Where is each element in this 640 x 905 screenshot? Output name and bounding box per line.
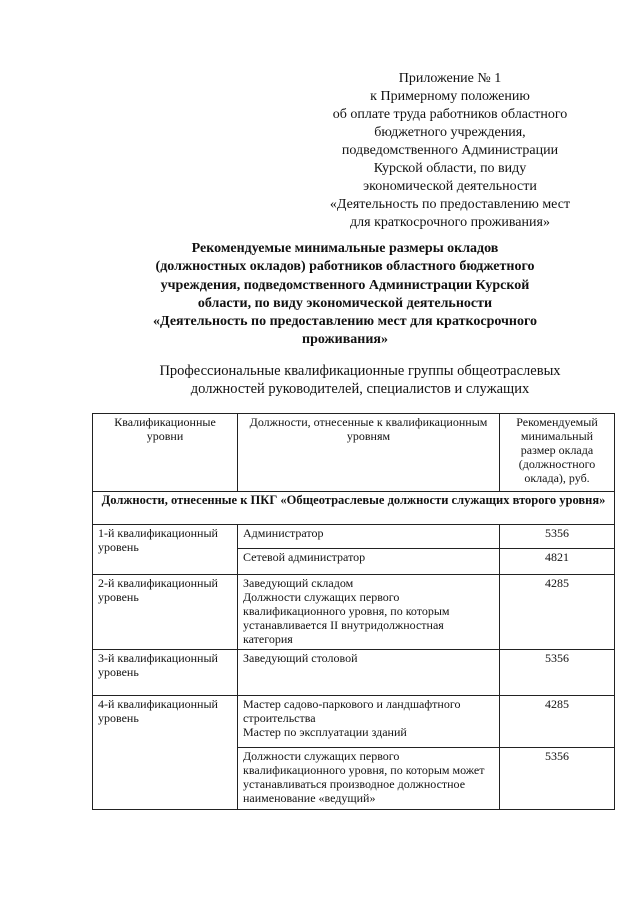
level-cell: 4-й квалификационный уровень <box>93 696 238 810</box>
appendix-line: бюджетного учреждения, <box>374 125 526 140</box>
appendix-line: об оплате труда работников областного <box>332 107 568 122</box>
salary-cell: 5356 <box>500 525 615 549</box>
level-cell: 3-й квалификационный уровень <box>93 650 238 696</box>
position-cell: Сетевой администратор <box>238 549 500 575</box>
level-cell: 1-й квалификационный уровень <box>93 525 238 575</box>
appendix-line: Приложение № 1 <box>398 71 502 86</box>
appendix-line: к Примерному положению <box>370 89 530 104</box>
position-cell: Мастер садово-паркового и ландшафтного строительства Мастер по эксплуатации зданий <box>238 696 500 748</box>
title-line: области, по виду экономической деятельности <box>197 295 493 311</box>
position-cell: Администратор <box>238 525 500 549</box>
title-line: «Деятельность по предоставлению мест для краткосрочного <box>153 314 537 330</box>
header-salary: Рекомендуемый минимальный размер оклада (должностного оклада), руб. <box>500 414 615 492</box>
appendix-line: для краткосрочного проживания» <box>350 215 550 230</box>
salary-cell: 4285 <box>500 696 615 748</box>
title-line: (должностных окладов) работников областного бюджетного <box>155 259 535 275</box>
table-row <box>93 525 615 549</box>
subtitle-line: Профессиональные квалификационные группы общеотраслевых <box>159 363 561 379</box>
position-cell: Должности служащих первого квалификационного уровня, по которым может устанавливаться производное должностное наименование «ведущий» <box>238 748 500 810</box>
title-line: Рекомендуемые минимальные размеры окладов <box>191 241 499 256</box>
table-row <box>93 650 615 696</box>
appendix-line: подведомственного Администрации <box>341 143 559 158</box>
level-cell: 2-й квалификационный уровень <box>93 575 238 650</box>
table-row <box>93 696 615 748</box>
group-title: Должности, отнесенные к ПКГ «Общеотраслевые должности служащих второго уровня» <box>93 492 615 525</box>
table-row <box>93 575 615 650</box>
header-positions: Должности, отнесенные к квалификационным уровням <box>238 414 500 492</box>
position-cell: Заведующий складом Должности служащих первого квалификационного уровня, по которым устанавливается II внутридолжностная категория <box>238 575 500 650</box>
appendix-header <box>300 70 600 232</box>
salary-cell: 5356 <box>500 650 615 696</box>
position-cell: Заведующий столовой <box>238 650 500 696</box>
document-title <box>110 240 580 350</box>
subtitle-line: должностей руководителей, специалистов и служащих <box>190 381 530 397</box>
section-subtitle <box>130 362 590 398</box>
appendix-line: Курской области, по виду <box>373 161 527 176</box>
appendix-line: экономической деятельности <box>363 179 537 194</box>
salary-cell: 5356 <box>500 748 615 810</box>
header-levels: Квалификационные уровни <box>93 414 238 492</box>
group-row <box>93 492 615 525</box>
table-header-row <box>93 414 615 492</box>
salary-table <box>92 413 615 810</box>
title-line: учреждения, подведомственного Администрации Курской <box>160 277 530 293</box>
salary-cell: 4821 <box>500 549 615 575</box>
salary-cell: 4285 <box>500 575 615 650</box>
appendix-line: «Деятельность по предоставлению мест <box>329 197 571 212</box>
title-line: проживания» <box>302 332 388 348</box>
